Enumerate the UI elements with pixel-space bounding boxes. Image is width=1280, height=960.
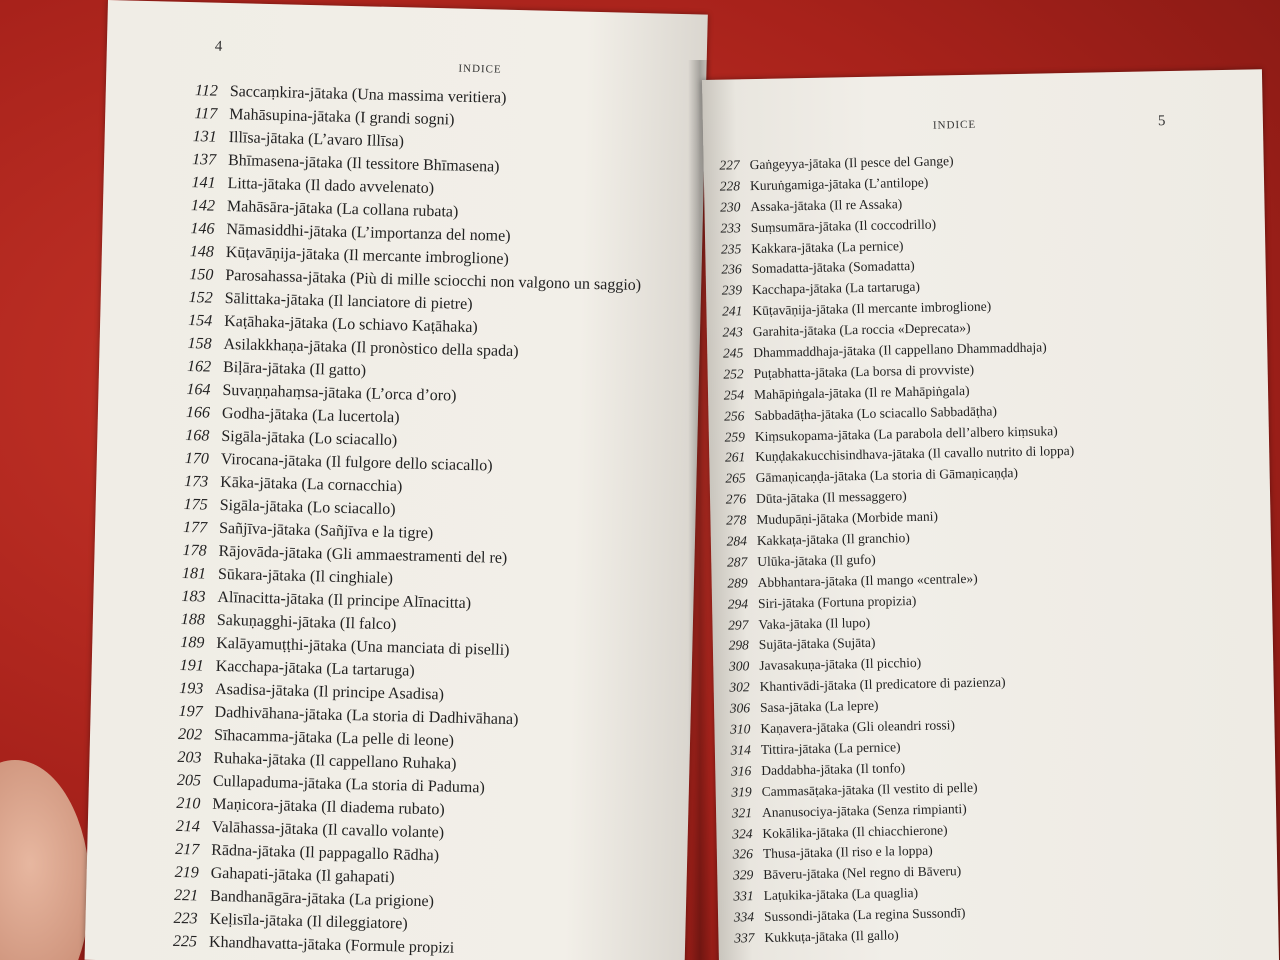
entry-title: Vaka-jātaka (Il lupo) [758,614,871,632]
entry-page-number: 141 [191,174,216,192]
entry-page-number: 162 [186,358,212,376]
entry-page-number: 276 [725,491,747,507]
entry-title: Rājovāda-jātaka (Gli ammaestramenti del re) [218,542,508,567]
entry-page-number: 321 [731,804,753,821]
page-number: 4 [214,38,223,55]
entry-title: Kakkara-jātaka (La pernice) [751,237,904,256]
entry-page-number: 287 [726,554,748,570]
entry-page-number: 117 [194,105,218,123]
entry-page-number: 168 [185,427,210,445]
entry-title: Kaṭāhaka-jātaka (Lo schiavo Kaṭāhaka) [223,312,478,337]
entry-page-number: 219 [174,863,199,882]
entry-page-number: 188 [180,610,206,629]
entry-title: Siri-jātaka (Fortuna propizia) [757,592,917,611]
entry-page-number: 154 [187,312,213,330]
entry-page-number: 177 [182,518,208,537]
toc-list [157,82,646,960]
entry-page-number: 324 [732,825,753,842]
entry-page-number: 326 [732,846,754,862]
entry-page-number: 259 [724,428,745,445]
entry-title: Sigāla-jātaka (Lo sciacallo) [219,496,396,519]
thumb [0,760,90,960]
entry-page-number: 221 [173,886,199,905]
entry-title: Abbhantara-jātaka (Il mango «centrale») [757,570,978,590]
entry-title: Kacchapa-jātaka (La tartaruga) [751,279,921,298]
entry-page-number: 236 [721,261,742,278]
entry-title: Godha-jātaka (La lucertola) [221,404,400,427]
entry-title: Suṃsumāra-jātaka (Il coccodrillo) [750,216,937,235]
entry-title: Saccaṃkira-jātaka (Una massima veritiera) [229,83,507,107]
entry-title: Ulūka-jātaka (Il gufo) [757,551,876,569]
entry-page-number: 239 [721,282,743,299]
entry-title: Bāveru-jātaka (Nel regno di Bāveru) [763,863,962,883]
entry-page-number: 225 [172,932,198,951]
entry-page-number: 170 [184,450,210,468]
entry-page-number: 245 [722,345,744,361]
entry-title: Sālittaka-jātaka (Il lanciatore di pietre) [224,289,473,313]
entry-title: Bandhanāgāra-jātaka (La prigione) [209,887,435,911]
entry-page-number: 298 [728,637,750,654]
entry-title: Asilakkhaṇa-jātaka (Il pronòstico della spada) [223,335,519,361]
entry-title: Kiṃsukopama-jātaka (La parabola dell’albero kiṃsuka) [754,422,1058,444]
entry-title: Somadatta-jātaka (Somadatta) [751,258,915,277]
entry-title: Litta-jātaka (Il dado avvelenato) [227,174,435,198]
entry-title: Sakuṇagghi-jātaka (Il falco) [216,611,397,634]
toc-list [703,151,1083,952]
entry-page-number: 202 [177,725,203,744]
entry-page-number: 137 [191,151,217,169]
entry-title: Bhīmasena-jātaka (Il tessitore Bhīmasena) [227,151,500,176]
entry-page-number: 230 [720,199,741,215]
entry-title: Puṭabhatta-jātaka (La borsa di provviste) [753,361,975,381]
entry-page-number: 197 [178,702,203,721]
entry-title: Gahapati-jātaka (Il gahapati) [210,864,395,887]
entry-title: Daddabha-jātaka (Il tonfo) [761,760,906,778]
entry-page-number: 284 [726,533,747,549]
entry-page-number: 205 [176,771,202,790]
entry-title: Gaṅgeyya-jātaka (Il pesce del Gange) [749,153,954,173]
entry-page-number: 148 [189,243,215,261]
entry-page-number: 164 [186,381,211,399]
entry-page-number: 254 [723,387,745,403]
entry-title: Cullapaduma-jātaka (La storia di Paduma) [212,772,485,797]
entry-title: Valāhassa-jātaka (Il cavallo volante) [211,818,445,842]
entry-title: Illīsa-jātaka (L’avaro Illīsa) [228,128,405,151]
entry-page-number: 178 [182,541,207,560]
entry-title: Sīhacamma-jātaka (La pelle di leone) [213,726,455,750]
entry-title: Kokālika-jātaka (Il chiacchierone) [762,821,948,841]
right-page [702,69,1279,960]
entry-page-number: 214 [175,817,201,836]
entry-title: Thusa-jātaka (Il riso e la loppa) [762,843,933,862]
entry-page-number: 223 [173,909,198,928]
entry-title: Sigāla-jātaka (Lo sciacallo) [221,427,398,450]
entry-title: Sūkara-jātaka (Il cinghiale) [217,565,394,588]
entry-title: Suvaṇṇahaṃsa-jātaka (L’orca d’oro) [222,381,457,405]
entry-page-number: 146 [190,220,215,238]
entry-title: Dūta-jātaka (Il messaggero) [755,488,907,507]
entry-page-number: 294 [727,595,749,612]
entry-page-number: 289 [727,575,748,591]
entry-title: Laṭukika-jātaka (La quaglia) [763,885,919,904]
entry-page-number: 337 [734,930,755,946]
entry-page-number: 261 [724,449,746,466]
entry-page-number: 334 [733,909,755,925]
entry-page-number: 152 [188,289,213,307]
entry-page-number: 302 [729,679,750,695]
entry-title: Cammasāṭaka-jātaka (Il vestito di pelle) [761,779,978,799]
entry-title: Kalāyamuṭṭhi-jātaka (Una manciata di piselli) [216,634,510,659]
entry-page-number: 310 [730,721,751,737]
entry-page-number: 297 [728,616,749,633]
entry-title: Javasakuṇa-jātaka (Il picchio) [759,655,922,674]
entry-page-number: 233 [720,219,741,236]
entry-title: Tittira-jātaka (La pernice) [760,739,901,757]
entry-title: Sabbadāṭha-jātaka (Lo sciacallo Sabbadāṭha) [754,403,998,423]
entry-page-number: 306 [729,700,751,716]
entry-page-number: 314 [730,742,752,758]
entry-title: Asadisa-jātaka (Il principe Asadisa) [214,680,445,704]
entry-title: Sujāta-jātaka (Sujāta) [758,635,876,653]
entry-page-number: 256 [724,407,745,424]
entry-title: Kuṇḍakakucchisindhava-jātaka (Il cavallo nutrito di loppa) [755,443,1075,465]
entry-page-number: 319 [731,783,752,800]
entry-page-number: 173 [184,473,209,491]
entry-page-number: 217 [175,840,200,859]
entry-title: Alīnacitta-jātaka (Il principe Alīnacitta) [217,588,472,613]
entry-title: Assaka-jātaka (Il re Assaka) [750,195,903,214]
page-number: 5 [1157,113,1166,130]
entry-page-number: 189 [180,633,205,652]
entry-page-number: 265 [725,470,746,486]
entry-page-number: 227 [719,157,740,173]
entry-title: Maṇicora-jātaka (Il diadema rubato) [212,795,445,819]
entry-page-number: 300 [728,658,750,674]
entry-title: Parosahassa-jātaka (Più di mille sciocchi non valgono un saggio) [225,266,642,295]
entry-title: Kāka-jātaka (La cornacchia) [220,473,403,496]
entry-title: Mahāpiṅgala-jātaka (Il re Mahāpiṅgala) [753,382,970,402]
entry-page-number: 191 [179,656,204,675]
entry-title: Garahita-jātaka (La roccia «Deprecata») [752,320,971,340]
entry-title: Sañjīva-jātaka (Sañjīva e la tigre) [218,519,434,543]
entry-title: Kacchapa-jātaka (La tartaruga) [215,657,415,680]
entry-title: Mahāsupina-jātaka (I grandi sogni) [229,105,455,129]
entry-title: Khantivādi-jātaka (Il predicatore di pazienza) [759,674,1006,695]
entry-page-number: 181 [181,564,207,583]
running-head: INDICE [932,118,977,132]
entry-title: Nāmasiddhi-jātaka (L’importanza del nome) [226,220,511,245]
entry-page-number: 142 [190,197,216,215]
entry-title: Mahāsāra-jātaka (La collana rubata) [226,197,459,221]
entry-page-number: 158 [187,335,212,353]
entry-page-number: 183 [181,587,206,606]
entry-title: Kuruṅgamiga-jātaka (L’antilope) [749,174,929,193]
entry-page-number: 150 [189,266,214,284]
entry-page-number: 252 [723,366,744,382]
entry-title: Kakkaṭa-jātaka (Il granchio) [756,530,910,549]
entry-title: Mudupāṇi-jātaka (Morbide mani) [756,508,939,528]
entry-page-number: 329 [732,867,754,883]
entry-title: Dadhivāhana-jātaka (La storia di Dadhivāhana) [214,703,519,729]
entry-title: Kūṭavāṇija-jātaka (Il mercante imbroglione) [752,298,992,319]
running-head: INDICE [458,62,502,76]
entry-page-number: 228 [719,178,741,194]
left-page [85,0,708,960]
entry-title: Gāmaṇicaṇḍa-jātaka (La storia di Gāmaṇicaṇḍa) [755,465,1019,486]
entry-page-number: 175 [183,496,208,514]
entry-title: Ananusociya-jātaka (Senza rimpianti) [761,800,967,820]
entry-page-number: 235 [720,240,742,257]
entry-page-number: 331 [733,888,754,904]
entry-title: Kūṭavāṇija-jātaka (Il mercante imbroglione) [225,243,509,268]
entry-page-number: 243 [722,324,743,340]
entry-title: Rādna-jātaka (Il pappagallo Rādha) [211,841,440,865]
entry-title: Kaṇavera-jātaka (Gli oleandri rossi) [760,717,956,737]
entry-title: Sasa-jātaka (La lepre) [759,697,879,716]
entry-page-number: 131 [192,128,217,146]
entry-title: Virocana-jātaka (Il fulgore dello sciacallo) [220,450,493,475]
entry-title: Kukkuṭa-jātaka (Il gallo) [764,927,899,945]
entry-page-number: 112 [194,82,219,100]
entry-title: Sussondi-jātaka (La regina Sussondī) [763,905,966,925]
entry-title: Dhammaddhaja-jātaka (Il cappellano Dhammaddhaja) [753,339,1047,361]
entry-title: Keḷisīla-jātaka (Il dileggiatore) [209,910,408,933]
entry-page-number: 316 [730,763,752,779]
entry-title: Khandhavatta-jātaka (Formule propizi [208,933,455,957]
entry-title: Ruhaka-jātaka (Il cappellano Ruhaka) [213,749,457,773]
entry-page-number: 203 [177,748,202,767]
entry-page-number: 278 [726,512,747,528]
entry-page-number: 166 [185,404,211,422]
entry-page-number: 241 [722,303,743,319]
entry-page-number: 210 [176,794,201,813]
entry-page-number: 193 [178,679,204,698]
entry-title: Biḷāra-jātaka (Il gatto) [222,358,367,380]
